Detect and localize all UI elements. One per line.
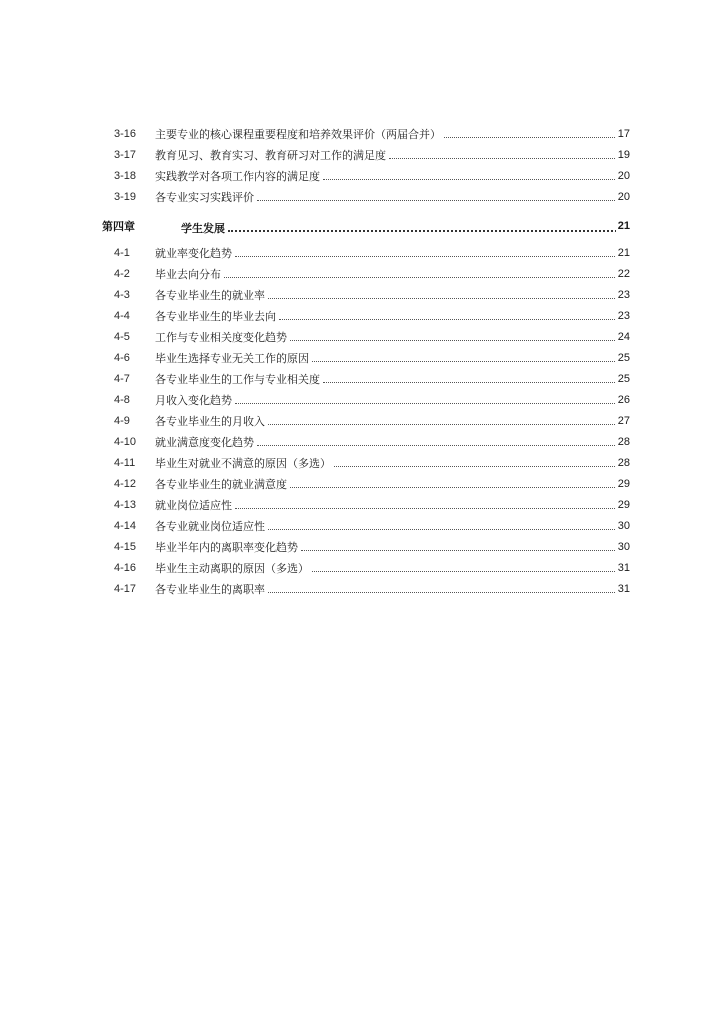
dot-leader xyxy=(312,348,629,362)
toc-entry-page: 24 xyxy=(616,327,630,348)
toc-entry-title: 毕业生对就业不满意的原因（多选） xyxy=(155,457,331,470)
toc-entry[interactable] xyxy=(0,495,724,516)
toc-entry-number: 3-17 xyxy=(114,149,137,161)
toc-entry-title: 各专业毕业生的就业满意度 xyxy=(155,478,287,491)
toc-entry[interactable] xyxy=(0,264,724,285)
toc-entry-number: 4-3 xyxy=(114,289,130,301)
table-of-contents xyxy=(0,124,724,600)
toc-entry-number: 4-6 xyxy=(114,352,130,364)
dot-leader xyxy=(334,453,629,467)
toc-entry[interactable] xyxy=(0,145,724,166)
toc-entry-page: 27 xyxy=(616,411,630,432)
dot-leader xyxy=(268,516,629,530)
toc-entry-number: 4-12 xyxy=(114,478,137,490)
toc-entry-number: 4-16 xyxy=(114,562,137,574)
toc-entry-page: 17 xyxy=(616,124,630,145)
toc-entry-number: 4-7 xyxy=(114,373,130,385)
dot-leader xyxy=(444,124,629,138)
toc-entry-page: 31 xyxy=(616,579,630,600)
toc-entry-page: 21 xyxy=(616,243,630,264)
toc-entry-page: 20 xyxy=(616,166,630,187)
toc-entry-title: 实践教学对各项工作内容的满足度 xyxy=(155,170,320,183)
dot-leader xyxy=(323,369,629,383)
toc-entry-page: 28 xyxy=(616,453,630,474)
dot-leader xyxy=(235,243,629,257)
toc-entry-title: 各专业毕业生的离职率 xyxy=(155,583,265,596)
toc-entry[interactable] xyxy=(0,474,724,495)
toc-entry-number: 4-8 xyxy=(114,394,130,406)
toc-entry-page: 26 xyxy=(616,390,630,411)
toc-entry-title: 各专业毕业生的就业率 xyxy=(155,289,265,302)
toc-entry[interactable] xyxy=(0,348,724,369)
toc-entry-number: 4-4 xyxy=(114,310,130,322)
dot-leader xyxy=(389,145,629,159)
dot-leader xyxy=(257,187,629,201)
toc-entry[interactable] xyxy=(0,166,724,187)
dot-leader xyxy=(224,264,629,278)
toc-entry-title: 各专业毕业生的月收入 xyxy=(155,415,265,428)
toc-entry-number: 3-18 xyxy=(114,170,137,182)
toc-entry-title: 月收入变化趋势 xyxy=(155,394,232,407)
toc-entry[interactable] xyxy=(0,390,724,411)
toc-entry-number: 4-1 xyxy=(114,247,130,259)
toc-entry-page: 25 xyxy=(616,348,630,369)
dot-leader xyxy=(279,306,629,320)
toc-entry[interactable] xyxy=(0,432,724,453)
toc-entry-title: 各专业就业岗位适应性 xyxy=(155,520,265,533)
toc-entry[interactable] xyxy=(0,243,724,264)
toc-entry-title: 工作与专业相关度变化趋势 xyxy=(155,331,287,344)
toc-entry-title: 就业满意度变化趋势 xyxy=(155,436,254,449)
toc-chapter-heading[interactable] xyxy=(0,214,724,239)
toc-entry-title: 教育见习、教育实习、教育研习对工作的满足度 xyxy=(155,149,386,162)
toc-entry[interactable] xyxy=(0,579,724,600)
toc-entry-page: 20 xyxy=(616,187,630,208)
toc-entry-number: 4-13 xyxy=(114,499,137,511)
dot-leader xyxy=(235,495,629,509)
toc-entry[interactable] xyxy=(0,187,724,208)
toc-entry[interactable] xyxy=(0,285,724,306)
toc-entry-title: 毕业生选择专业无关工作的原因 xyxy=(155,352,309,365)
toc-entry-number: 4-11 xyxy=(114,457,136,469)
dot-leader xyxy=(290,474,629,488)
dot-leader xyxy=(290,327,629,341)
toc-entry-page: 29 xyxy=(616,474,630,495)
toc-entry[interactable] xyxy=(0,369,724,390)
toc-entry-number: 4-17 xyxy=(114,583,137,595)
toc-entry-title: 毕业半年内的离职率变化趋势 xyxy=(155,541,298,554)
toc-entry[interactable] xyxy=(0,411,724,432)
toc-entry[interactable] xyxy=(0,124,724,145)
toc-entry[interactable] xyxy=(0,558,724,579)
toc-entry-number: 4-10 xyxy=(114,436,137,448)
dot-leader xyxy=(301,537,629,551)
dot-leader xyxy=(257,432,629,446)
dot-leader xyxy=(312,558,629,572)
toc-chapter-title: 学生发展 xyxy=(181,222,225,235)
toc-entry-number: 3-19 xyxy=(114,191,137,203)
toc-entry-number: 4-14 xyxy=(114,520,137,532)
toc-entry-title: 毕业生主动离职的原因（多选） xyxy=(155,562,309,575)
toc-entry-title: 毕业去向分布 xyxy=(155,268,221,281)
toc-entry-title: 各专业实习实践评价 xyxy=(155,191,254,204)
toc-entry[interactable] xyxy=(0,306,724,327)
dot-leader xyxy=(268,411,629,425)
toc-entry-page: 22 xyxy=(616,264,630,285)
toc-chapter-number: 第四章 xyxy=(102,220,135,233)
toc-entry[interactable] xyxy=(0,327,724,348)
toc-entry-number: 4-9 xyxy=(114,415,130,427)
dot-leader xyxy=(268,285,629,299)
toc-chapter-page: 21 xyxy=(616,214,630,239)
dot-leader xyxy=(323,166,629,180)
toc-entry-title: 就业岗位适应性 xyxy=(155,499,232,512)
toc-entry-title: 主要专业的核心课程重要程度和培养效果评价（两届合并） xyxy=(155,128,441,141)
toc-entry-page: 23 xyxy=(616,285,630,306)
toc-entry-page: 31 xyxy=(616,558,630,579)
toc-entry[interactable] xyxy=(0,537,724,558)
toc-entry-title: 各专业毕业生的工作与专业相关度 xyxy=(155,373,320,386)
toc-entry-title: 各专业毕业生的毕业去向 xyxy=(155,310,276,323)
toc-entry-title: 就业率变化趋势 xyxy=(155,247,232,260)
toc-entry-page: 19 xyxy=(616,145,630,166)
toc-entry-page: 30 xyxy=(616,537,630,558)
toc-entry-page: 28 xyxy=(616,432,630,453)
toc-entry-page: 29 xyxy=(616,495,630,516)
toc-entry[interactable] xyxy=(0,516,724,537)
toc-entry-number: 4-5 xyxy=(114,331,130,343)
toc-entry-number: 4-15 xyxy=(114,541,137,553)
toc-entry-page: 23 xyxy=(616,306,630,327)
toc-entry-number: 4-2 xyxy=(114,268,130,280)
dot-leader xyxy=(228,214,629,232)
dot-leader xyxy=(235,390,629,404)
dot-leader xyxy=(268,579,629,593)
toc-entry-number: 3-16 xyxy=(114,128,137,140)
toc-entry-page: 30 xyxy=(616,516,630,537)
toc-entry-page: 25 xyxy=(616,369,630,390)
toc-entry[interactable] xyxy=(0,453,724,474)
